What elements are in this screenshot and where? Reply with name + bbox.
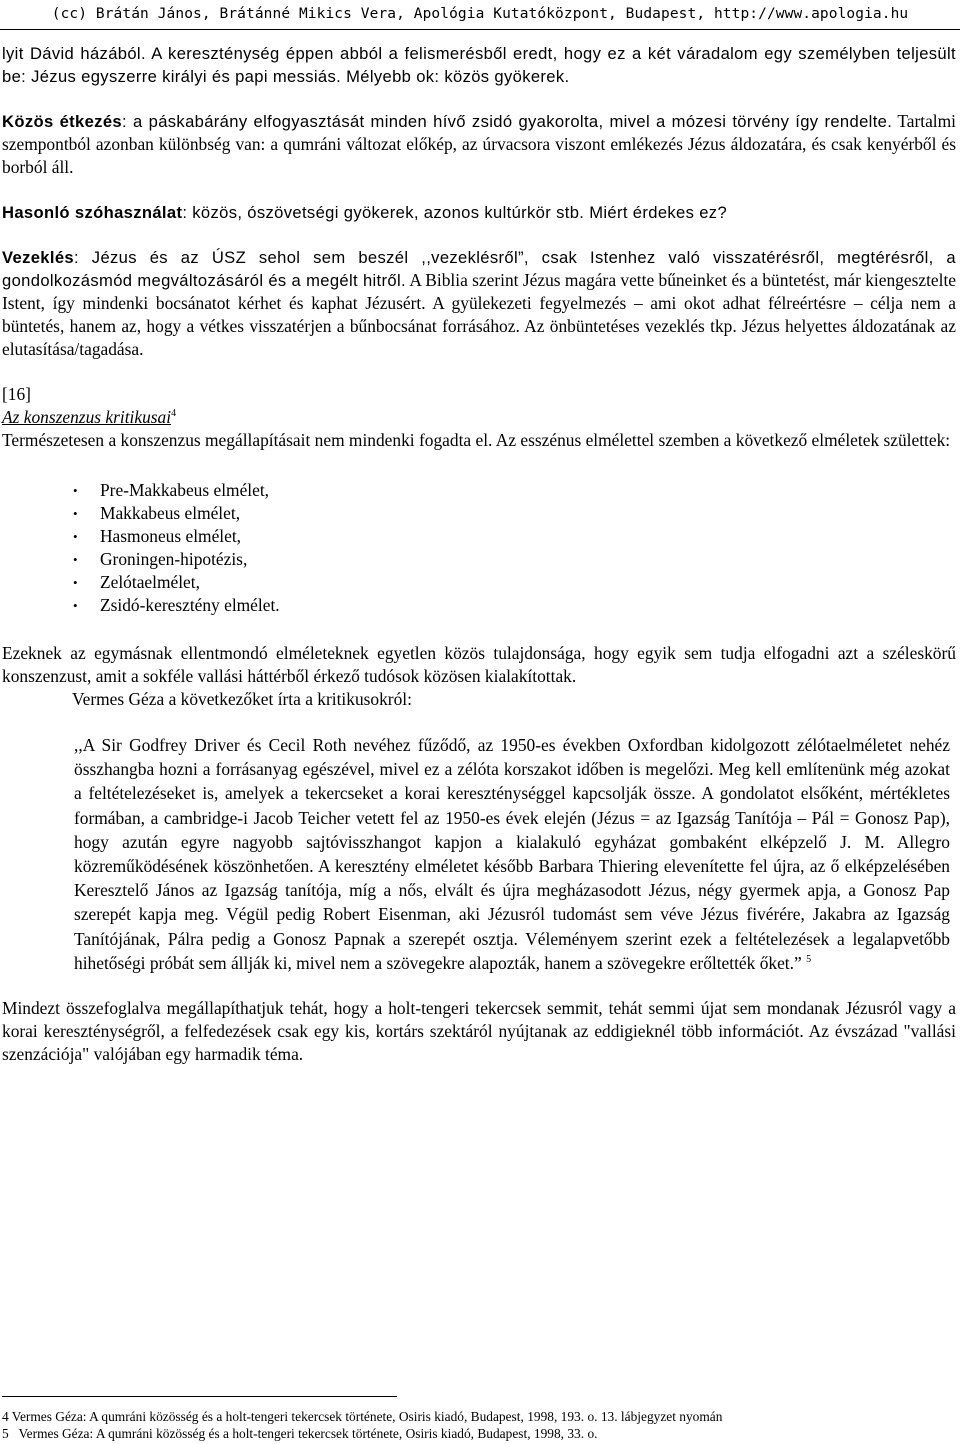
- label-common-meal: Közös étkezés: [2, 112, 122, 131]
- footnote-rule: [2, 1396, 397, 1397]
- vermes-quote: [74, 733, 950, 975]
- label-penance: Vezeklés: [2, 248, 75, 267]
- section-title: [2, 406, 956, 429]
- paragraph-messiah: lyit Dávid házából. A kereszténység éppen abból a felismerésből eredt, hogy ez a két váradalom egy személyben teljesült be: Jézus egyszerre királyi és papi messiás. Mélyebb ok: közös gyökerek.: [2, 44, 956, 86]
- page-body: [2, 42, 956, 1066]
- paragraph-conclusion: Mindezt összefoglalva megállapíthatjuk tehát, hogy a holt-tengeri tekercsek semmit, tehát semmi újat sem mondanak Jézusról vagy a korai kereszténységről, a felfedezések csak egy kis, kortárs szektáról nyújtanak az eddigieknél több információt. Az évszázad "vallási szenzációja" valójában egy harmadik téma.: [2, 998, 956, 1065]
- list-item: • Hasmoneus elmélet,: [100, 525, 956, 548]
- section-title-text: Az konszenzus kritikusai: [2, 407, 172, 427]
- similar-wording-text: : közös, ószövetségi gyökerek, azonos kultúrkör stb. Miért érdekes ez?: [182, 203, 728, 222]
- list-item: • Zsidó-keresztény elmélet.: [100, 594, 956, 617]
- section-number: [16]: [2, 384, 31, 404]
- header-rule: [0, 29, 960, 30]
- list-item: • Zelótaelmélet,: [100, 571, 956, 594]
- common-meal-text: : a páskabárány elfogyasztását minden hívő zsidó gyakorolta, mivel a mózesi törvény így rendelte.: [122, 112, 893, 131]
- quote-text: ,,A Sir Godfrey Driver és Cecil Roth nevéhez fűződő, az 1950-es években Oxfordban kidolgozott zélótaelméletet nehéz összhangba hozni a forrásanyag egészével, mivel ez a zélóta korszakot időben is megelőzi. Meg kell említenünk még azokat a feltételezéseket is, amelyek a tekercseket a korai kereszténységgel kapcsolják össze. A gondolatot elsőként, mértékletes formában, a cambridge-i Jacob Teicher vetett fel az 1950-es évek elején (Jézus = az Igazság Tanítója – Pál = Gonosz Pap), hogy azután egyre nagyobb sajtóvisszhangot kapjon a kialakuló egyházat gombaként elképzelő J. M. Allegro közreműködésének köszönhetően. A keresztény elméletet később Barbara Thiering elevenítette fel újra, az ő elképzelésében Keresztelő János az Igazság tanítója, míg a nős, elvált és újra megházasodott Jézus, négy gyermek apja, a Gonosz Pap szerepét kapja meg. Végül pedig Robert Eisenman, aki Jézusról tudomást sem véve Jézus fivérére, Jakabra az Igazság Tanítójának, Pálra pedig a Gonosz Papnak a szerepét osztja. Véleményem szerint ezek a feltételezések a legalapvetőbb hihetőségi próbát sem állják ki, mivel nem a szövegekre alapozták, hanem a szövegekre erőltették őket.”: [74, 735, 950, 973]
- paragraph-common-trait: Ezeknek az egymásnak ellentmondó elméleteknek egyetlen közös tulajdonsága, hogy egyik sem tudja elfogadni azt a széleskörű konszenzust, amit a sokféle vallási háttérből érkező tudósok közösen kialakítottak.: [2, 643, 956, 686]
- list-item: • Groningen-hipotézis,: [100, 548, 956, 571]
- label-similar-wording: Hasonló szóhasználat: [2, 203, 183, 222]
- footnotes: [2, 1408, 956, 1442]
- list-item: • Makkabeus elmélet,: [100, 502, 956, 525]
- footnote-ref-4: 4: [171, 408, 177, 419]
- penance-bible: A Biblia szerint Jézus magára vette bűneinket és a büntetést, már kiengesztelte Istent, így mindenki bocsánatot kérhet és kaphat Jézusért. A gyülekezeti fegyelmezés – ami okot adhat félreértésre – célja nem a büntetés, hanem az, hogy a vétkes visszatérjen a bűnbocsánat forrásához. Az önbüntetéses vezeklés tkp. Jézus helyettes áldozatának az elutasítása/tagadása.: [2, 270, 957, 359]
- footnote-ref-5: 5: [806, 953, 812, 965]
- paragraph-intro-critics: Természetesen a konszenzus megállapításait nem mindenki fogadta el. Az esszénus elmélettel szemben a következő elméletek születtek:: [2, 430, 951, 450]
- penance-text: : Jézus és az ÚSZ sehol sem beszél ,,vezeklésről”, csak Istenhez való visszatérésről, megtérésről, a gondolkozásmód megváltozásáról és a megélt hitről.: [2, 248, 956, 290]
- footnote-4: 4 Vermes Géza: A qumráni közösség és a holt-tengeri tekercsek története, Osiris kiadó, Budapest, 1998, 193. o. 13. lábjegyzet nyomán: [2, 1409, 723, 1424]
- paragraph-common-meal: [2, 110, 956, 179]
- paragraph-penance: [2, 246, 956, 361]
- theory-list: [2, 479, 956, 617]
- page-header: (cc) Brátán János, Brátánné Mikics Vera, Apológia Kutatóközpont, Budapest, http://www.apologia.hu: [51, 6, 909, 22]
- common-meal-difference: Tartalmi szempontból azonban különbség van: a qumráni változat előkép, az úrvacsora viszont emlékezés Jézus áldozatára, és csak kenyérből és borból áll.: [2, 111, 956, 177]
- paragraph-vermes-intro: Vermes Géza a következőket írta a kritikusokról:: [72, 689, 412, 709]
- paragraph-similar-wording: [2, 201, 956, 224]
- list-item: • Pre-Makkabeus elmélet,: [100, 479, 956, 502]
- footnote-5: 5 Vermes Géza: A qumráni közösség és a holt-tengeri tekercsek története, Osiris kiadó, Budapest, 1998, 33. o.: [2, 1426, 598, 1441]
